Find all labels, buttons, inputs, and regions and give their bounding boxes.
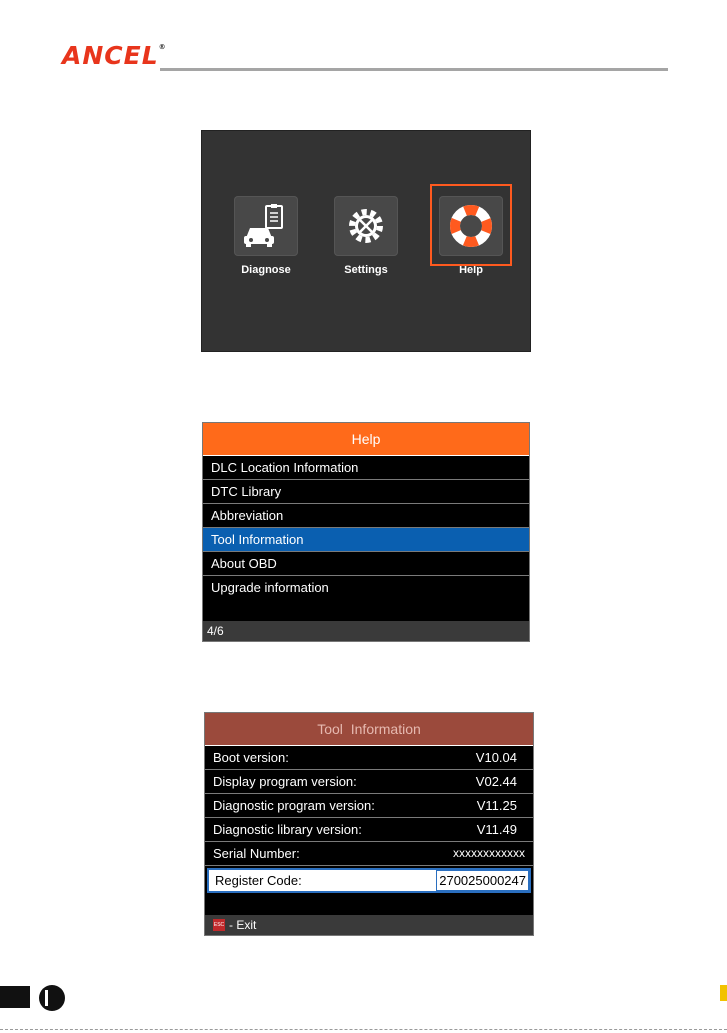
gear-wrench-icon (344, 204, 388, 248)
page-number-badge (39, 985, 65, 1011)
settings-app[interactable] (326, 196, 406, 276)
ancel-logo (62, 42, 167, 76)
exit-hint[interactable] (205, 915, 533, 935)
info-label: Display program version: (213, 774, 357, 789)
page-tab-mark (0, 986, 30, 1008)
info-row-register-code[interactable] (207, 868, 531, 893)
bottom-dashed-line (0, 1029, 727, 1030)
settings-tile[interactable] (334, 196, 398, 256)
info-row-serial-number (205, 842, 533, 866)
menu-item-dlc-location[interactable]: DLC Location Information (203, 456, 529, 480)
info-label: Diagnostic program version: (213, 798, 375, 813)
diagnose-app[interactable] (226, 196, 306, 276)
menu-item-tool-information[interactable]: Tool Information (203, 528, 529, 552)
registered-mark: ® (158, 43, 167, 51)
register-code-value[interactable]: 270025000247 (436, 870, 529, 891)
logo-text: ANCEL (62, 41, 159, 70)
info-row-display-program-version (205, 770, 533, 794)
exit-label: - Exit (229, 918, 257, 932)
tool-information-title: Tool Information (205, 713, 533, 746)
help-label: Help (459, 264, 483, 276)
info-value: V11.49 (476, 822, 517, 837)
tool-information-screen (204, 712, 534, 936)
menu-item-upgrade-information[interactable]: Upgrade information (211, 580, 329, 595)
info-value: xxxxxxxxxxxx (453, 846, 525, 860)
info-row-diagnostic-library-version (205, 818, 533, 842)
info-label: Diagnostic library version: (213, 822, 362, 837)
main-menu-screen (201, 130, 531, 352)
menu-item-about-obd[interactable]: About OBD (203, 552, 529, 576)
settings-label: Settings (344, 264, 388, 276)
diagnose-tile[interactable] (234, 196, 298, 256)
header-rule (160, 68, 668, 71)
diagnose-label: Diagnose (241, 264, 291, 276)
info-row-diagnostic-program-version (205, 794, 533, 818)
help-menu-title: Help (203, 423, 529, 456)
help-selection-frame (430, 184, 512, 266)
info-value: V10.04 (475, 750, 517, 765)
info-row-boot-version (205, 746, 533, 770)
info-value: V11.25 (476, 798, 517, 813)
help-menu-screen (202, 422, 530, 642)
info-value: V02.44 (475, 774, 517, 789)
edge-color-mark (720, 985, 727, 1001)
car-clipboard-icon (242, 204, 290, 248)
esc-key-icon: ESC (213, 919, 225, 931)
menu-item-dtc-library[interactable]: DTC Library (203, 480, 529, 504)
info-label: Register Code: (215, 873, 302, 888)
info-label: Serial Number: (213, 846, 300, 861)
menu-item-abbreviation[interactable]: Abbreviation (203, 504, 529, 528)
page-indicator: 4/6 (203, 621, 529, 641)
info-label: Boot version: (213, 750, 289, 765)
